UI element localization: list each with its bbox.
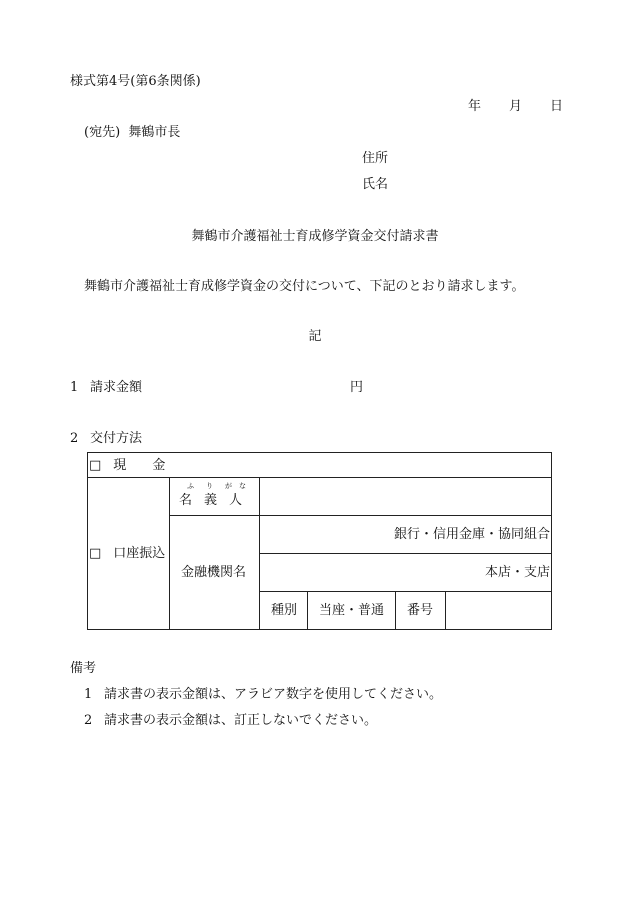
transfer-label: 口座振込 [113,546,166,561]
transfer-option[interactable] [89,547,165,560]
institution-label: 金融機関名 [181,565,247,580]
account-holder-input[interactable] [260,478,551,515]
ruby-text: り [206,482,213,490]
bank-type-options[interactable]: 銀行・信用金庫・協同組合 [393,527,550,542]
body-text: 舞鶴市介護福祉士育成修学資金の交付について、下記のとおり請求します。 [84,279,525,294]
holder-char: 人 [229,493,243,508]
note-number: 1 [84,687,93,702]
payment-method-table [87,452,552,630]
account-number-label: 番号 [407,603,434,618]
address-label: 住所 [362,151,389,166]
date-year: 年 [468,99,482,114]
note-item [84,688,442,701]
document-title: 舞鶴市介護福祉士育成修学資金交付請求書 [191,229,439,244]
cash-label: 金 [152,458,166,473]
item-label: 請求金額 [90,380,143,395]
holder-char: 義 [204,493,218,508]
account-type-options[interactable]: 当座・普通 [319,603,385,618]
item-payment-method [70,432,142,445]
item-number: 2 [70,431,79,446]
ruby-text: が [225,482,232,490]
date-day: 日 [550,99,564,114]
yen-unit: 円 [350,380,364,395]
branch-type-options[interactable]: 本店・支店 [484,565,550,580]
notes-heading: 備考 [70,661,97,676]
addressee [84,126,180,139]
item-claim-amount [70,381,363,394]
account-holder-label [179,483,249,511]
note-text: 請求書の表示金額は、訂正しないでください。 [104,713,378,728]
cash-label: 現 [113,458,127,473]
name-label: 氏名 [362,177,389,192]
ruby-text: な [239,482,246,490]
addressee-prefix: (宛先) [84,125,121,140]
account-type-label: 種別 [271,603,298,618]
cash-option[interactable] [89,459,165,472]
item-label: 交付方法 [90,431,143,446]
date-month: 月 [509,99,523,114]
note-number: 2 [84,713,93,728]
ruby-text: ふ [187,482,194,490]
checkbox-icon[interactable]: □ [89,458,102,473]
holder-char: 名 [179,493,193,508]
ki-heading: 記 [308,329,322,344]
note-text: 請求書の表示金額は、アラビア数字を使用してください。 [104,687,443,702]
addressee-name: 舞鶴市長 [128,125,181,140]
date-line [468,100,563,113]
note-item [84,714,377,727]
form-number: 様式第4号(第6条関係) [70,74,201,89]
item-number: 1 [70,380,79,395]
account-number-input[interactable] [446,592,551,629]
checkbox-icon[interactable]: □ [89,546,102,561]
